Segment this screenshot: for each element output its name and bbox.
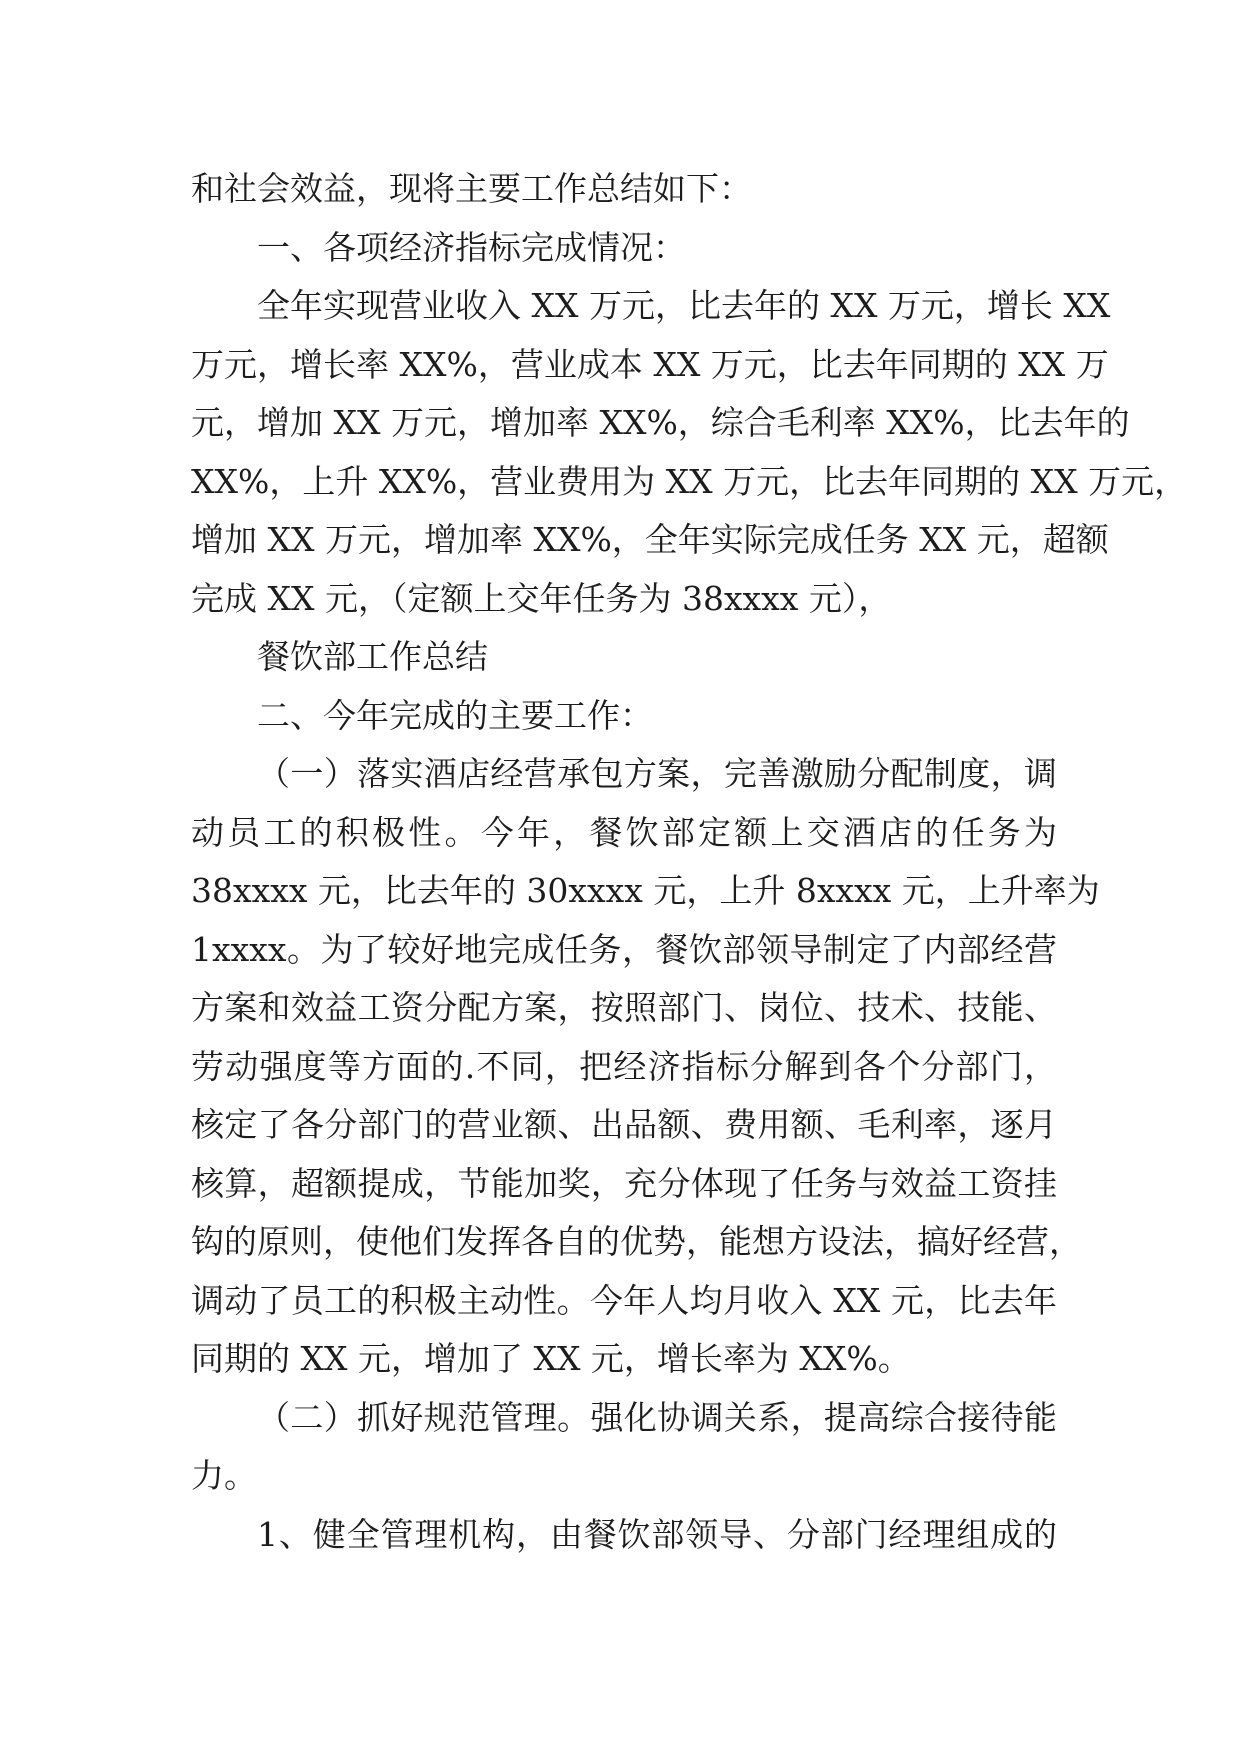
text-line: 核算，超额提成，节能加奖，充分体现了任务与效益工资挂	[191, 1163, 1057, 1203]
text-line: 餐饮部工作总结	[257, 637, 488, 676]
paragraph-continuation	[191, 160, 1057, 219]
paragraph-indicators	[191, 277, 1188, 628]
text-line: （二）抓好规范管理。强化协调关系，提高综合接待能	[257, 1397, 1057, 1437]
section-heading-economic-indicators	[191, 219, 1057, 278]
text-line: 核定了各分部门的营业额、出品额、费用额、毛利率，逐月	[191, 1105, 1057, 1144]
text-line: 和社会效益，现将主要工作总结如下：	[191, 169, 752, 208]
paragraph-title-line	[191, 628, 1057, 687]
text-line: 劳动强度等方面的.不同，把经济指标分解到各个分部门，	[191, 1046, 1057, 1086]
document-body	[191, 160, 1188, 1564]
paragraph-item-two	[191, 1389, 1057, 1506]
text-line: 动员工的积极性。今年，餐饮部定额上交酒店的任务为	[191, 812, 1057, 852]
text-line: 力。	[191, 1456, 257, 1495]
text-line: 一、各项经济指标完成情况：	[257, 227, 686, 267]
paragraph-item-one	[191, 745, 1100, 1389]
text-line: 万元，增长率 XX%，营业成本 XX 万元，比去年同期的 XX 万	[191, 344, 1109, 384]
text-line: 增加 XX 万元，增加率 XX%，全年实际完成任务 XX 元，超额	[191, 520, 1109, 559]
text-line: 1、健全管理机构，由餐饮部领导、分部门经理组成的	[257, 1514, 1057, 1554]
text-line: 钩的原则，使他们发挥各自的优势，能想方设法，搞好经营，	[191, 1222, 1082, 1261]
text-line: XX%，上升 XX%，营业费用为 XX 万元，比去年同期的 XX 万元，	[191, 461, 1188, 501]
text-line: 二、今年完成的主要工作：	[257, 695, 653, 735]
text-line: 调动了员工的积极主动性。今年人均月收入 XX 元，比去年	[191, 1280, 1057, 1320]
text-line: 方案和效益工资分配方案，按照部门、岗位、技术、技能、	[191, 988, 1057, 1027]
text-line: 1xxxx。为了较好地完成任务，餐饮部领导制定了内部经营	[191, 929, 1057, 969]
paragraph-subitem-one	[191, 1506, 1057, 1565]
text-line: 元，增加 XX 万元，增加率 XX%，综合毛利率 XX%，比去年的	[191, 403, 1130, 442]
text-line: 全年实现营业收入 XX 万元，比去年的 XX 万元，增长 XX	[257, 286, 1111, 325]
text-line: （一）落实酒店经营承包方案，完善激励分配制度，调	[257, 754, 1057, 793]
section-heading-main-work	[191, 687, 1057, 746]
text-line: 完成 XX 元，（定额上交年任务为 38xxxx 元），	[191, 578, 892, 618]
text-line: 38xxxx 元，比去年的 30xxxx 元，上升 8xxxx 元，上升率为	[191, 871, 1100, 910]
text-line: 同期的 XX 元，增加了 XX 元，增长率为 XX%。	[191, 1339, 911, 1378]
